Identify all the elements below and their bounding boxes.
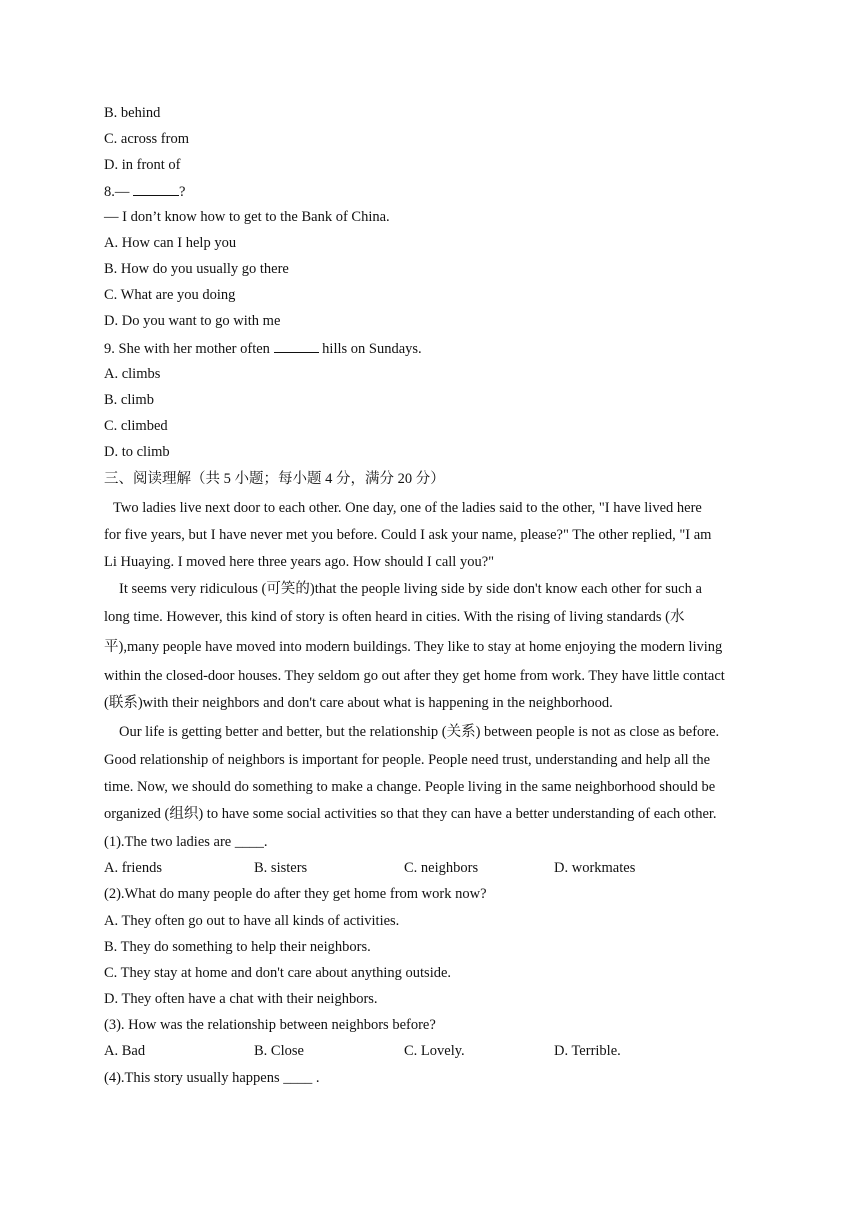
section-heading-reading: 三、阅读理解（共 5 小题；每小题 4 分，满分 20 分）: [104, 471, 445, 487]
q9-option-b: B. climb: [104, 392, 154, 408]
reading-q1-option-a: A. friends: [104, 860, 162, 876]
reading-q3-stem: (3). How was the relationship between neighbors before?: [104, 1017, 436, 1033]
q8-stem: [104, 181, 185, 202]
q8-option-d: D. Do you want to go with me: [104, 313, 281, 329]
passage-p3-line3: time. Now, we should do something to make a change. People living in the same neighborhood should be: [104, 779, 716, 795]
q8-answer-blank: [133, 181, 179, 196]
passage-p2-line5: (联系)with their neighbors and don't care about what is happening in the neighborhood.: [104, 695, 613, 711]
q8-option-c: C. What are you doing: [104, 287, 236, 303]
reading-q4-stem: (4).This story usually happens ____ .: [104, 1070, 320, 1086]
q9-option-a: A. climbs: [104, 366, 161, 382]
passage-p1-line3: Li Huaying. I moved here three years ago. How should I call you?": [104, 554, 495, 570]
reading-q3-option-a: A. Bad: [104, 1043, 146, 1059]
q7-option-b: B. behind: [104, 105, 161, 121]
reading-q3-option-d: D. Terrible.: [554, 1043, 621, 1059]
q9-answer-blank: [274, 338, 319, 353]
q9-option-d: D. to climb: [104, 444, 170, 460]
q8-option-b: B. How do you usually go there: [104, 261, 289, 277]
q8-dialogue-line: — I don’t know how to get to the Bank of China.: [104, 209, 390, 225]
q7-option-d: D. in front of: [104, 157, 181, 173]
reading-q1-stem: (1).The two ladies are ____.: [104, 834, 268, 850]
passage-p3-line4: organized (组织) to have some social activities so that they can have a better understanding of each other.: [104, 806, 717, 822]
q7-option-c: C. across from: [104, 131, 189, 147]
q9-suffix: hills on Sundays.: [318, 341, 422, 357]
q8-suffix: ?: [179, 184, 186, 200]
passage-p2-line1: It seems very ridiculous (可笑的)that the people living side by side don't know each other for such a: [119, 581, 702, 597]
passage-p2-line3: 平),many people have moved into modern buildings. They like to stay at home enjoying the modern living: [104, 639, 723, 655]
reading-q2-option-a: A. They often go out to have all kinds of activities.: [104, 913, 400, 929]
reading-q3-option-c: C. Lovely.: [404, 1043, 465, 1059]
reading-q2-stem: (2).What do many people do after they get home from work now?: [104, 886, 487, 902]
q8-option-a: A. How can I help you: [104, 235, 237, 251]
reading-q2-option-d: D. They often have a chat with their neighbors.: [104, 991, 378, 1007]
passage-p2-line2: long time. However, this kind of story is often heard in cities. With the rising of living standards (水: [104, 609, 685, 625]
reading-q1-option-c: C. neighbors: [404, 860, 479, 876]
q8-prefix: 8.—: [104, 184, 133, 200]
passage-p2-line4: within the closed-door houses. They seldom go out after they get home from work. They have little contact: [104, 668, 725, 684]
reading-q1-option-b: B. sisters: [254, 860, 308, 876]
passage-p1-line2: for five years, but I have never met you before. Could I ask your name, please?" The other replied, "I am: [104, 527, 712, 543]
reading-q1-option-d: D. workmates: [554, 860, 636, 876]
passage-p3-line1: Our life is getting better and better, but the relationship (关系) between people is not as close as before.: [119, 724, 720, 740]
passage-p3-line2: Good relationship of neighbors is important for people. People need trust, understanding and help all the: [104, 752, 711, 768]
passage-p1-line1: Two ladies live next door to each other. One day, one of the ladies said to the other, "I have lived here: [113, 500, 702, 516]
q9-prefix: 9. She with her mother often: [104, 341, 274, 357]
reading-q2-option-c: C. They stay at home and don't care about anything outside.: [104, 965, 452, 981]
q9-stem: [104, 338, 422, 359]
reading-q2-option-b: B. They do something to help their neighbors.: [104, 939, 371, 955]
reading-q3-option-b: B. Close: [254, 1043, 304, 1059]
q9-option-c: C. climbed: [104, 418, 168, 434]
